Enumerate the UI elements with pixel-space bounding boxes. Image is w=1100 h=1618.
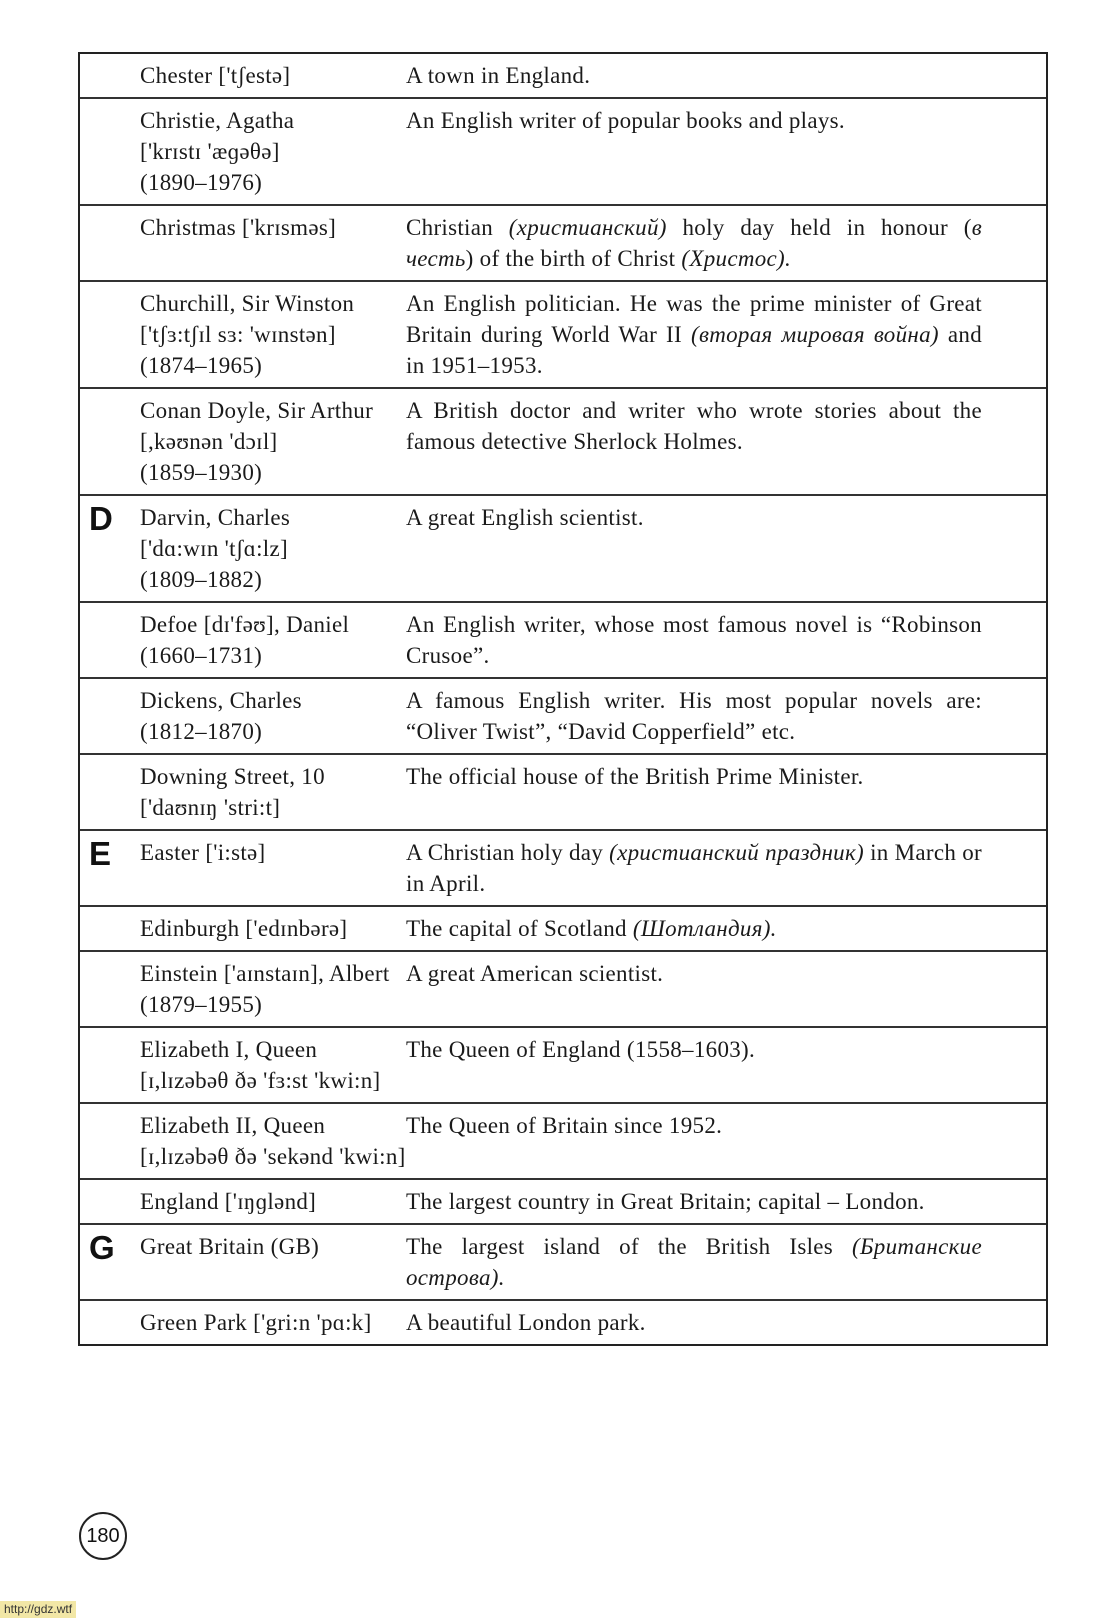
russian-gloss: в честь <box>406 215 982 271</box>
entry-term <box>80 60 406 91</box>
term-line: Green Park ['gri:n 'pɑ:k] <box>140 1310 372 1335</box>
entry-term <box>80 609 406 671</box>
russian-gloss: (христианский) <box>508 215 667 240</box>
entry-definition <box>406 395 982 488</box>
definition-text: An English writer of popular books and plays. <box>406 108 845 133</box>
entry-term <box>80 1110 406 1172</box>
entry-term <box>80 1034 406 1096</box>
term-line: [ɪ,lɪzəbəθ ðə 'sekənd 'kwi:n] <box>140 1144 406 1169</box>
entry-definition <box>406 1307 982 1338</box>
term-line: Einstein ['aɪnstaɪn], Albert <box>140 961 390 986</box>
definition-text: The official house of the British Prime Minister. <box>406 764 864 789</box>
glossary-row <box>80 950 1046 1026</box>
glossary-row <box>80 1102 1046 1178</box>
term-line: (1809–1882) <box>140 567 263 592</box>
entry-definition <box>406 761 982 823</box>
russian-gloss: (христианский праздник) <box>609 840 865 865</box>
entry-definition <box>406 105 982 198</box>
term-line: Downing Street, 10 <box>140 764 325 789</box>
entry-definition <box>406 913 982 944</box>
definition-text: A great English scientist. <box>406 505 644 530</box>
glossary-row <box>80 677 1046 753</box>
russian-gloss: (Британские острова). <box>406 1234 982 1290</box>
term-line: (1812–1870) <box>140 719 263 744</box>
entry-definition <box>406 685 982 747</box>
entry-term <box>80 1307 406 1338</box>
page-number <box>79 1512 127 1560</box>
entry-term <box>80 502 406 595</box>
glossary-row <box>80 280 1046 387</box>
glossary-row <box>80 753 1046 829</box>
entry-term <box>80 212 406 274</box>
entry-term <box>80 685 406 747</box>
term-line: Defoe [dɪ'fəʊ], Daniel <box>140 612 350 637</box>
glossary-row <box>80 905 1046 950</box>
definition-text: A famous English writer. His most popular novels are: “Oliver Twist”, “David Copperfield” etc. <box>406 688 982 744</box>
definition-text: holy day held in honour ( <box>666 215 972 240</box>
entry-term <box>80 958 406 1020</box>
term-line: Dickens, Charles <box>140 688 302 713</box>
entry-term <box>80 1231 406 1293</box>
entry-definition <box>406 1034 982 1096</box>
watermark-link[interactable] <box>0 1601 76 1618</box>
entry-definition <box>406 288 982 381</box>
definition-text: Christian <box>406 215 509 240</box>
entry-definition <box>406 1110 982 1172</box>
russian-gloss: (вторая мировая война) <box>690 322 939 347</box>
entry-term <box>80 913 406 944</box>
term-line: Darvin, Charles <box>140 505 291 530</box>
term-line: England ['ɪŋɡlənd] <box>140 1189 317 1214</box>
entry-definition <box>406 502 982 595</box>
term-line: (1874–1965) <box>140 353 263 378</box>
entry-term <box>80 837 406 899</box>
definition-text: and in 1951–1953. <box>406 322 983 378</box>
page-number-text: 180 <box>86 1524 120 1547</box>
term-line: (1859–1930) <box>140 460 263 485</box>
entry-definition <box>406 60 982 91</box>
term-line: ['daʊnɪŋ 'stri:t] <box>140 795 281 820</box>
entry-term <box>80 1186 406 1217</box>
definition-text: The Queen of Britain since 1952. <box>406 1113 723 1138</box>
definition-text: in March or in April. <box>406 840 982 896</box>
entry-term <box>80 105 406 198</box>
definition-text: A town in England. <box>406 63 591 88</box>
entry-definition <box>406 1231 982 1293</box>
term-line: (1879–1955) <box>140 992 263 1017</box>
section-letter: E <box>89 835 112 872</box>
glossary-row <box>80 1026 1046 1102</box>
glossary-row <box>80 1178 1046 1223</box>
term-line: ['dɑ:wɪn 'tʃɑ:lz] <box>140 536 288 561</box>
definition-text: A British doctor and writer who wrote stories about the famous detective Sherlock Holmes. <box>406 398 982 454</box>
glossary-row <box>80 54 1046 97</box>
term-line: Churchill, Sir Winston <box>140 291 355 316</box>
term-line: ['krɪstɪ 'æɡəθə] <box>140 139 280 164</box>
entry-term <box>80 288 406 381</box>
definition-text: The largest island of the British Isles <box>406 1234 852 1259</box>
section-letter: G <box>89 1229 115 1266</box>
russian-gloss: (Христос). <box>681 246 792 271</box>
glossary-row <box>80 387 1046 494</box>
definition-text: The Queen of England (1558–1603). <box>406 1037 756 1062</box>
term-line: Christie, Agatha <box>140 108 295 133</box>
entry-definition <box>406 1186 982 1217</box>
term-line: (1660–1731) <box>140 643 263 668</box>
glossary-row <box>80 1223 1046 1299</box>
term-line: (1890–1976) <box>140 170 263 195</box>
glossary-row <box>80 829 1046 905</box>
watermark-text: http://gdz.wtf <box>4 1602 73 1616</box>
glossary-row <box>80 601 1046 677</box>
definition-text: A great American scientist. <box>406 961 664 986</box>
term-line: [ɪ,lɪzəbəθ ðə 'fɜ:st 'kwi:n] <box>140 1068 381 1093</box>
glossary-row <box>80 1299 1046 1344</box>
entry-definition <box>406 212 982 274</box>
glossary-row <box>80 97 1046 204</box>
term-line: Elizabeth I, Queen <box>140 1037 318 1062</box>
definition-text: An English writer, whose most famous novel is “Robinson Crusoe”. <box>406 612 982 668</box>
definition-text: The capital of Scotland <box>406 916 633 941</box>
definition-text: The largest country in Great Britain; capital – London. <box>406 1189 925 1214</box>
glossary-table <box>78 52 1048 1346</box>
term-line: Easter ['i:stə] <box>140 840 266 865</box>
section-letter: D <box>89 500 113 537</box>
entry-definition <box>406 958 982 1020</box>
term-line: [,kəʊnən 'dɔɪl] <box>140 429 278 454</box>
glossary-row <box>80 204 1046 280</box>
term-line: Elizabeth II, Queen <box>140 1113 326 1138</box>
definition-text: ) of the birth of Christ <box>465 246 682 271</box>
definition-text: A beautiful London park. <box>406 1310 646 1335</box>
term-line: Conan Doyle, Sir Arthur <box>140 398 374 423</box>
glossary-row <box>80 494 1046 601</box>
entry-definition <box>406 837 982 899</box>
entry-term <box>80 395 406 488</box>
term-line: Great Britain (GB) <box>140 1234 320 1259</box>
entry-term <box>80 761 406 823</box>
term-line: ['tʃɜ:tʃɪl sɜ: 'wɪnstən] <box>140 322 336 347</box>
entry-definition <box>406 609 982 671</box>
russian-gloss: (Шотландия). <box>632 916 777 941</box>
definition-text: An English politician. He was the prime minister of Great Britain during World War II <box>406 291 982 347</box>
definition-text: A Christian holy day <box>406 840 610 865</box>
term-line: Christmas ['krɪsməs] <box>140 215 337 240</box>
term-line: Chester ['tʃestə] <box>140 63 291 88</box>
term-line: Edinburgh ['edɪnbərə] <box>140 916 348 941</box>
